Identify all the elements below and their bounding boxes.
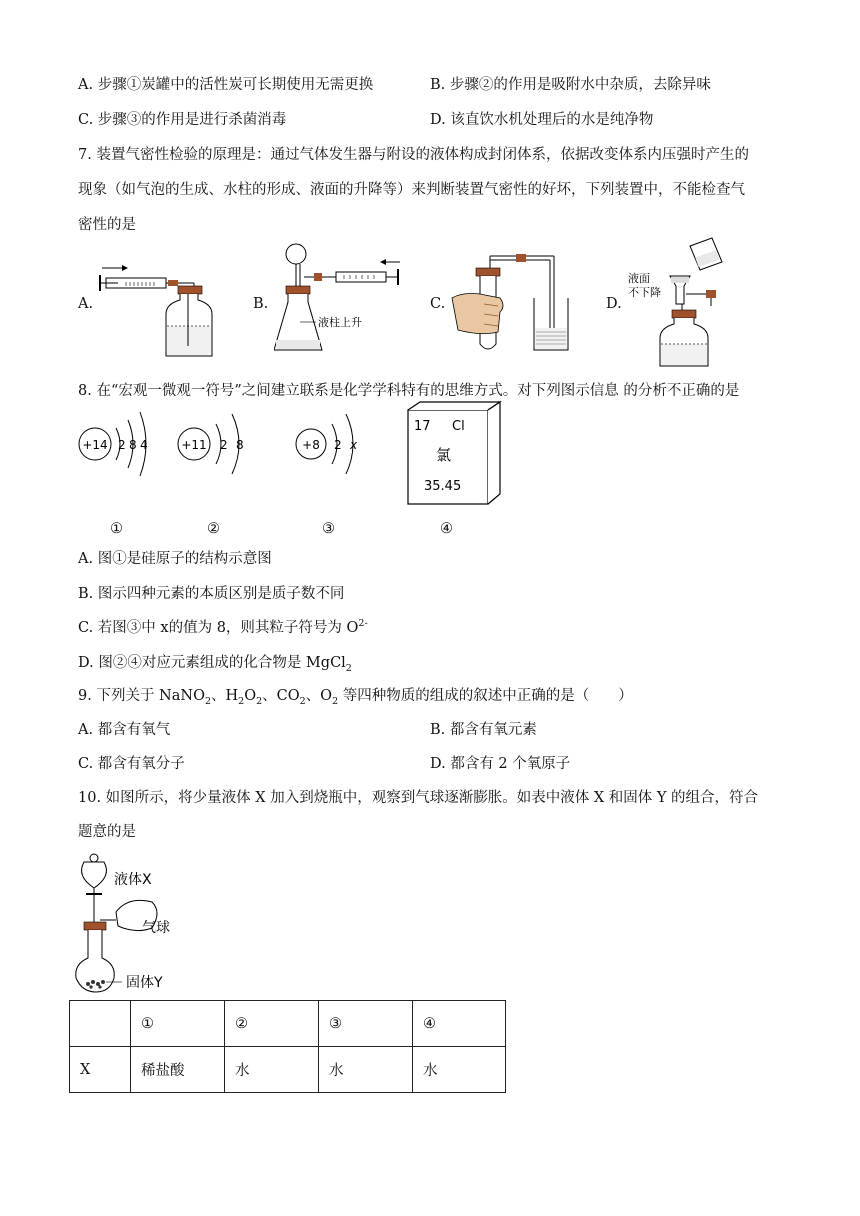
q10-combination-table xyxy=(69,1000,506,1093)
atom-1-shell-3: 4 xyxy=(140,438,148,452)
q9-option-a: A. 都含有氧气 xyxy=(78,722,171,738)
q7-label-b: B. xyxy=(253,296,269,312)
table-cell: 水 xyxy=(225,1047,319,1093)
table-header-cell xyxy=(70,1001,131,1047)
q10-apparatus-figure xyxy=(72,850,202,996)
figure-label-balloon: 气球 xyxy=(142,920,170,936)
atom-3-shell-2: x xyxy=(350,438,358,452)
q6-option-b: B. 步骤②的作用是吸附水中杂质，去除异味 xyxy=(430,77,711,93)
table-row xyxy=(70,1047,506,1093)
atom-3-nucleus: +8 xyxy=(302,438,320,452)
atom-2-shell-1: 2 xyxy=(220,438,228,452)
atom-2-nucleus: +11 xyxy=(181,438,207,452)
atom-1-shell-2: 8 xyxy=(129,438,137,452)
atom-1-nucleus: +14 xyxy=(82,438,108,452)
q7-figure-c xyxy=(450,246,570,358)
table-cell: X xyxy=(70,1047,131,1093)
atom-2-shell-2: 8 xyxy=(236,438,244,452)
table-cell: 稀盐酸 xyxy=(131,1047,225,1093)
figure-label-solid-y: 固体Y xyxy=(126,975,163,991)
q7-label-d: D. xyxy=(606,296,622,312)
element-name: 氯 xyxy=(436,446,452,464)
q6-option-d: D. 该直饮水机处理后的水是纯净物 xyxy=(430,112,654,128)
q6-option-a: A. 步骤①炭罐中的活性炭可长期使用无需更换 xyxy=(78,77,374,93)
element-mass: 35.45 xyxy=(424,479,462,494)
q8-caption-2: ② xyxy=(207,521,220,537)
table-header-row xyxy=(70,1001,506,1047)
q7-figure-b-label: 液柱上升 xyxy=(318,316,362,329)
q7-label-a: A. xyxy=(78,296,94,312)
atom-3-shell-1: 2 xyxy=(334,438,342,452)
q9-option-c: C. 都含有氧分子 xyxy=(78,756,185,772)
q8-option-b: B. 图示四种元素的本质区别是质子数不同 xyxy=(78,586,345,602)
q7-stem-line1: 7. 装置气密性检验的原理是：通过气体发生器与附设的液体构成封闭体系，依据改变体系内压强时产生的 xyxy=(78,147,749,163)
q7-stem-line2: 现象（如气泡的生成、水柱的形成、液面的升降等）来判断装置气密性的好坏，下列装置中，不能检查气 xyxy=(78,182,745,198)
q7-figure-d-label2: 不下降 xyxy=(628,286,661,299)
q9-stem: 9. 下列关于 NaNO$_2$、$H_2O_2$、$CO_2$、$O_2$ 等四种物质的组成的叙述中正确的是（ ） xyxy=(78,688,633,707)
q7-figure-d xyxy=(626,236,736,368)
q7-figure-a xyxy=(98,258,218,358)
q7-stem-line3: 密性的是 xyxy=(78,217,136,233)
q9-option-d: D. 都含有 2 个氧原子 xyxy=(430,756,571,772)
figure-label-liquid-x: 液体X xyxy=(114,872,152,888)
element-number: 17 xyxy=(414,419,431,434)
q8-caption-3: ③ xyxy=(322,521,335,537)
q8-caption-1: ① xyxy=(110,521,123,537)
q8-option-a: A. 图①是硅原子的结构示意图 xyxy=(78,551,272,567)
q8-atom-1 xyxy=(78,404,168,490)
table-header-cell: ② xyxy=(225,1001,319,1047)
q6-option-c: C. 步骤③的作用是进行杀菌消毒 xyxy=(78,112,287,128)
q10-stem-line2: 题意的是 xyxy=(78,824,136,840)
q9-option-b: B. 都含有氧元素 xyxy=(430,722,537,738)
table-cell: 水 xyxy=(413,1047,506,1093)
q10-stem-line1: 10. 如图所示，将少量液体 X 加入到烧瓶中，观察到气球逐渐膨胀。如表中液体 X 和固体 Y 的组合，符合 xyxy=(78,790,759,806)
q8-option-c: C. 若图③中 x的值为 8，则其粒子符号为 $O^{2-}$ xyxy=(78,618,368,636)
q8-stem: 8. 在“宏观一微观一符号”之间建立联系是化学学科特有的思维方式。对下列图示信息 的分析不正确的是 xyxy=(78,383,740,399)
q8-atom-2 xyxy=(176,404,266,490)
table-cell: 水 xyxy=(319,1047,413,1093)
table-header-cell: ③ xyxy=(319,1001,413,1047)
element-symbol: Cl xyxy=(452,419,465,434)
atom-1-shell-1: 2 xyxy=(118,438,126,452)
q7-figure-d-label1: 液面 xyxy=(628,272,650,285)
q8-option-d: D. 图②④对应元素组成的化合物是 MgCl$_2$ xyxy=(78,655,352,674)
table-header-cell: ④ xyxy=(413,1001,506,1047)
q8-element-card xyxy=(406,400,506,510)
q8-caption-4: ④ xyxy=(440,521,453,537)
q8-atom-3 xyxy=(294,404,384,490)
table-header-cell: ① xyxy=(131,1001,225,1047)
q7-figure-b xyxy=(274,240,414,356)
q7-label-c: C. xyxy=(430,296,446,312)
